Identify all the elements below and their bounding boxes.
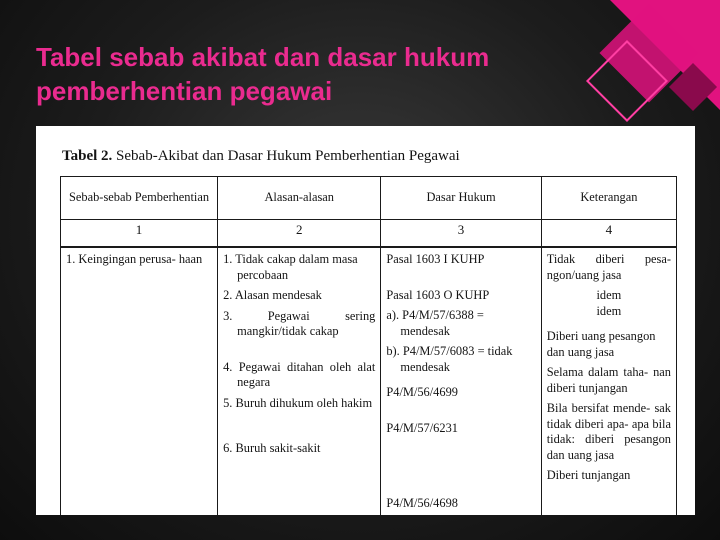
dasar-item: P4/M/56/4699 bbox=[386, 385, 458, 399]
alasan-item: 2. Alasan mendesak bbox=[223, 288, 322, 302]
header-row bbox=[61, 177, 677, 220]
alasan-item: 1. Tidak cakap dalam masa percobaan bbox=[223, 252, 358, 282]
alasan-item: 3. Pegawai sering mangkir/tidak cakap bbox=[223, 308, 376, 338]
keterangan-item: Diberi tunjangan bbox=[546, 468, 631, 482]
header-sebab: Sebab-sebab Pemberhentian bbox=[61, 177, 218, 220]
keterangan-item: Bila bersifat mende- sak tidak diberi apa- apa bila tidak: diberi pesangon dan uang jasa bbox=[546, 401, 671, 462]
dasar-item: b). P4/M/57/6083 = tidak mendesak bbox=[386, 344, 513, 374]
cell-dasar-hukum bbox=[381, 247, 541, 515]
keterangan-item: Selama dalam taha- nan diberi tunjangan bbox=[546, 365, 671, 395]
scanned-document bbox=[36, 126, 695, 515]
keterangan-item: idem bbox=[596, 303, 622, 318]
table-row bbox=[61, 247, 677, 515]
dasar-item: P4/M/56/4698 bbox=[386, 496, 458, 510]
header-keterangan: Keterangan bbox=[541, 177, 676, 220]
alasan-item: 4. Pegawai ditahan oleh alat negara bbox=[223, 359, 376, 389]
header-dasar-hukum: Dasar Hukum bbox=[381, 177, 541, 220]
dasar-item: a). P4/M/57/6388 = mendesak bbox=[386, 308, 484, 338]
keterangan-item: Tidak diberi pesa- ngon/uang jasa bbox=[546, 252, 671, 282]
column-number: 1 bbox=[61, 220, 218, 248]
alasan-item: 6. Buruh sakit-sakit bbox=[223, 441, 321, 455]
dasar-item: Pasal 1603 I KUHP bbox=[386, 252, 485, 266]
cell-alasan bbox=[218, 247, 381, 515]
header-alasan: Alasan-alasan bbox=[218, 177, 381, 220]
slide-title: Tabel sebab akibat dan dasar hukum pemberhentian pegawai bbox=[36, 42, 490, 106]
cell-sebab bbox=[61, 247, 218, 515]
table-caption-label: Tabel 2. bbox=[62, 148, 113, 164]
pemberhentian-table bbox=[60, 176, 677, 515]
table-caption-text: Sebab-Akibat dan Dasar Hukum Pemberhentian Pegawai bbox=[112, 148, 460, 164]
cell-keterangan bbox=[541, 247, 676, 515]
dasar-item: Pasal 1603 O KUHP bbox=[386, 287, 490, 302]
number-row bbox=[61, 220, 677, 248]
column-number: 4 bbox=[541, 220, 676, 248]
column-number: 3 bbox=[381, 220, 541, 248]
alasan-item: 5. Buruh dihukum oleh hakim bbox=[223, 395, 373, 410]
dasar-item: P4/M/57/6231 bbox=[386, 420, 458, 435]
table-caption bbox=[62, 148, 460, 165]
sebab-item: 1. Keingingan perusa- haan bbox=[66, 252, 203, 266]
keterangan-item: Diberi uang pesangon dan uang jasa bbox=[546, 329, 656, 359]
keterangan-item: idem bbox=[596, 288, 622, 302]
column-number: 2 bbox=[218, 220, 381, 248]
